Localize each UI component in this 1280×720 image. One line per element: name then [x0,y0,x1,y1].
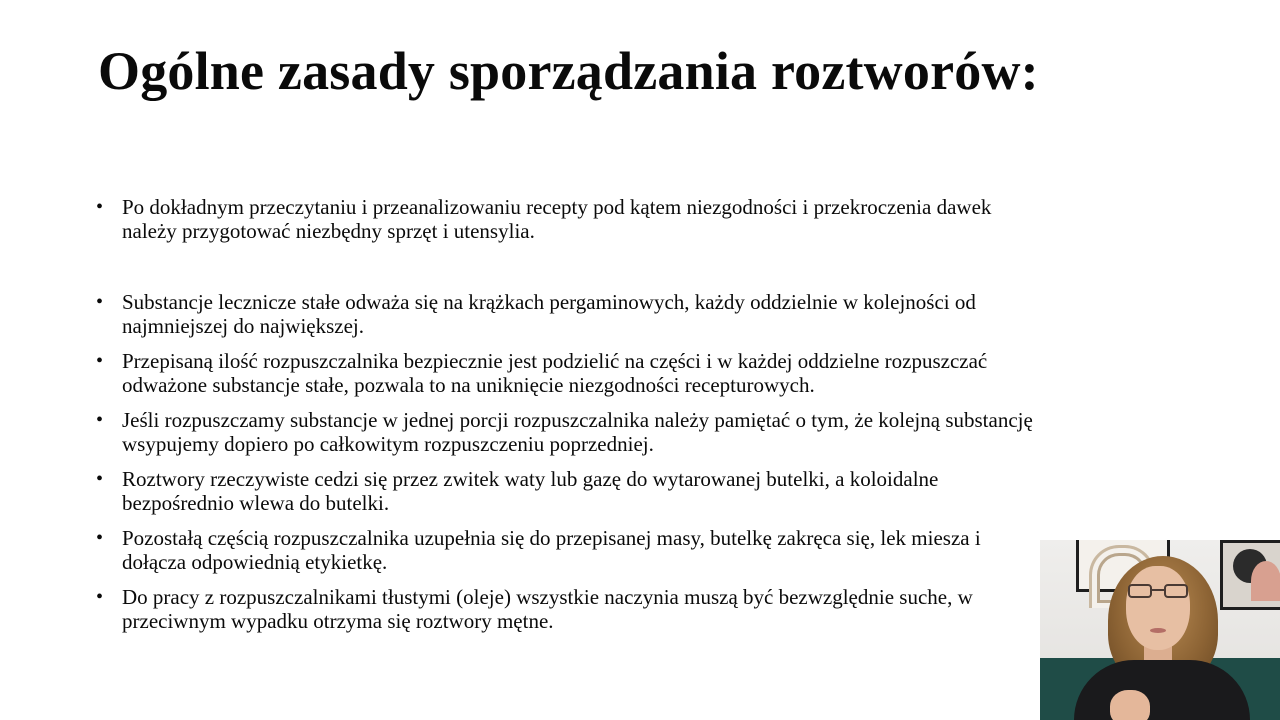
slide-title: Ogólne zasady sporządzania roztworów: [98,41,1039,101]
bullet-item [96,195,1176,243]
bullet-item [96,526,1176,574]
presenter-hand [1110,690,1150,720]
bullet-line: bezpośrednio wlewa do butelki. [122,491,390,515]
bullet-item [96,290,1176,338]
bullet-line: • Pozostałą częścią rozpuszczalnika uzupełnia się do przepisanej masy, butelkę zakręca się, lek miesza i [122,526,981,550]
bullet-item [96,349,1176,397]
bullet-line: • Do pracy z rozpuszczalnikami tłustymi (oleje) wszystkie naczynia muszą być bezwzględnie suche, w [122,585,973,609]
bullet-line: wsypujemy dopiero po całkowitym rozpuszczeniu poprzedniej. [122,432,654,456]
bullet-line: • Jeśli rozpuszczamy substancje w jednej porcji rozpuszczalnika należy pamiętać o tym, że kolejną substancję [122,408,1033,432]
bullet-line: przeciwnym wypadku otrzyma się roztwory mętne. [122,609,554,633]
bullet-item [96,408,1176,456]
bullet-line: • Po dokładnym przeczytaniu i przeanalizowaniu recepty pod kątem niezgodności i przekroczenia dawek [122,195,992,219]
bullet-line: • Przepisaną ilość rozpuszczalnika bezpiecznie jest podzielić na części i w każdej oddzielne rozpuszczać [122,349,988,373]
bullet-line: • Substancje lecznicze stałe odważa się na krążkach pergaminowych, każdy oddzielnie w kolejności od [122,290,976,314]
bullet-line: • Roztwory rzeczywiste cedzi się przez zwitek waty lub gazę do wytarowanej butelki, a koloidalne [122,467,939,491]
bullet-line: należy przygotować niezbędny sprzęt i utensylia. [122,219,535,243]
bullet-item [96,585,1176,633]
bullet-item [96,467,1176,515]
abstract-artwork-shape [1251,561,1280,601]
bullet-list [96,195,1176,644]
bullet-line: dołącza odpowiednią etykietkę. [122,550,388,574]
glasses-icon [1128,584,1188,600]
bullet-line: odważone substancje stałe, pozwala to na uniknięcie niezgodności recepturowych. [122,373,815,397]
presenter-face [1126,566,1190,650]
wall-picture-frame [1220,540,1280,610]
bullet-line: najmniejszej do największej. [122,314,365,338]
presenter-mouth [1150,628,1166,633]
presenter-webcam [1040,540,1280,720]
